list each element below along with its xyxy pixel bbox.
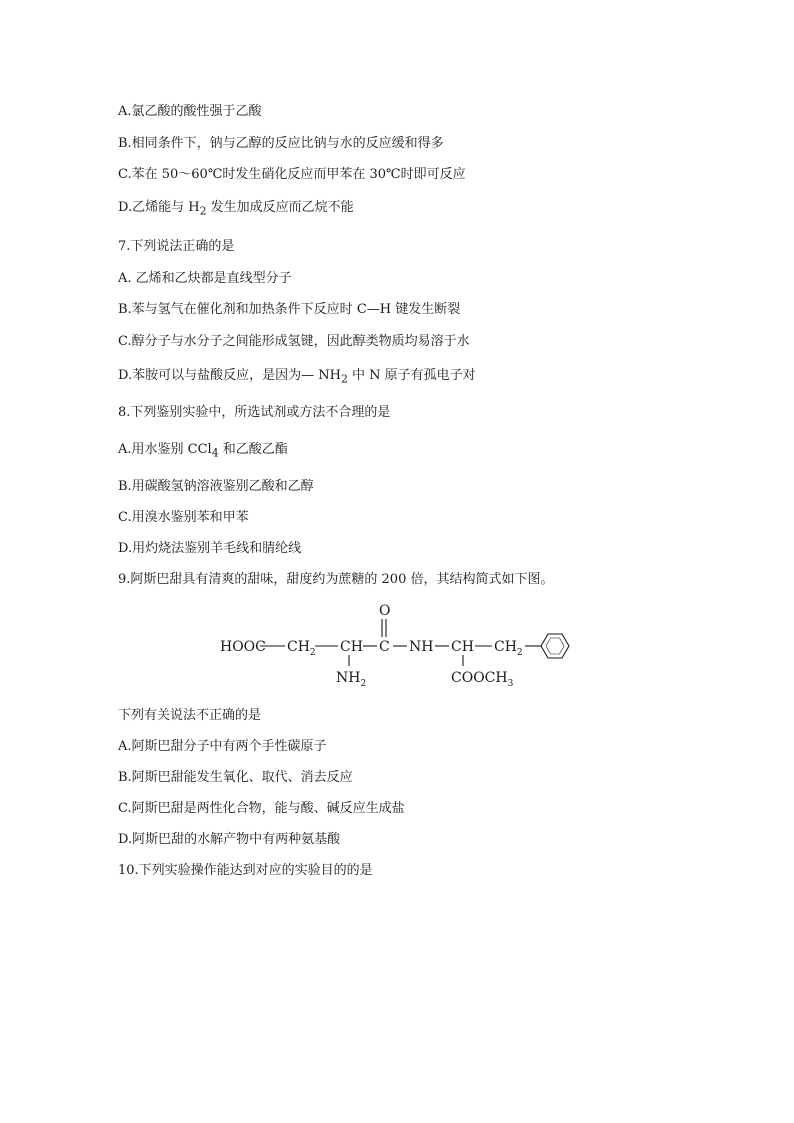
q7-option-a: A. 乙烯和乙炔都是直线型分子 — [118, 271, 292, 286]
q9-sub-stem: 下列有关说法不正确的是 — [118, 708, 262, 723]
formula-nh2: $NH_2$ — [336, 670, 367, 689]
q8-stem: 8.下列鉴别实验中，所选试剂或方法不合理的是 — [118, 405, 391, 420]
q7-option-d: D.苯胺可以与盐酸反应，是因为— $NH_2$ 中 N 原子有孤电子对 — [118, 368, 476, 386]
formula-nh: NH — [409, 639, 434, 655]
q8-option-c: C.用溴水鉴别苯和甲苯 — [118, 510, 249, 525]
q6-option-c: C.苯在 50～60℃时发生硝化反应而甲苯在 30℃时即可反应 — [118, 167, 466, 182]
aspartame-structure — [215, 600, 585, 695]
q9-option-a: A.阿斯巴甜分子中有两个手性碳原子 — [118, 739, 327, 754]
q6-option-d: D.乙烯能与 $H_2$ 发生加成反应而乙烷不能 — [118, 200, 354, 218]
q7-stem: 7.下列说法正确的是 — [118, 239, 235, 254]
q8-option-d: D.用灼烧法鉴别羊毛线和腈纶线 — [118, 541, 302, 556]
q7-option-b: B.苯与氢气在催化剂和加热条件下反应时 C—H 键发生断裂 — [118, 302, 461, 317]
q7-option-c: C.醇分子与水分子之间能形成氢键，因此醇类物质均易溶于水 — [118, 334, 470, 349]
formula-ch-b: CH — [451, 639, 474, 655]
q9-option-d: D.阿斯巴甜的水解产物中有两种氨基酸 — [118, 832, 341, 847]
q8-option-b: B.用碳酸氢钠溶液鉴别乙酸和乙醇 — [118, 479, 314, 494]
formula-ch2-a: $CH_2$ — [287, 639, 316, 658]
q6-option-a: A.氯乙酸的酸性强于乙酸 — [118, 104, 262, 119]
q10-stem: 10.下列实验操作能达到对应的实验目的的是 — [118, 863, 373, 878]
q9-stem: 9.阿斯巴甜具有清爽的甜味，甜度约为蔗糖的 200 倍，其结构简式如下图。 — [118, 572, 554, 587]
q8-option-a: A.用水鉴别 CCl$_4$ 和乙酸乙酯 — [118, 442, 288, 460]
q9-option-b: B.阿斯巴甜能发生氧化、取代、消去反应 — [118, 770, 353, 785]
formula-o: O — [379, 603, 391, 619]
formula-cooch3: $COOCH_3$ — [451, 670, 514, 689]
q9-option-c: C.阿斯巴甜是两性化合物，能与酸、碱反应生成盐 — [118, 801, 405, 816]
formula-c: C — [379, 639, 390, 655]
q6-option-b: B.相同条件下，钠与乙醇的反应比钠与水的反应缓和得多 — [118, 136, 444, 151]
formula-ch-a: CH — [340, 639, 363, 655]
formula-ch2-b: $CH_2$ — [494, 639, 523, 658]
benzene-ring-icon — [541, 634, 569, 658]
formula-hooc: HOOC — [220, 639, 266, 655]
benzene-inner-ring-icon — [546, 638, 564, 654]
